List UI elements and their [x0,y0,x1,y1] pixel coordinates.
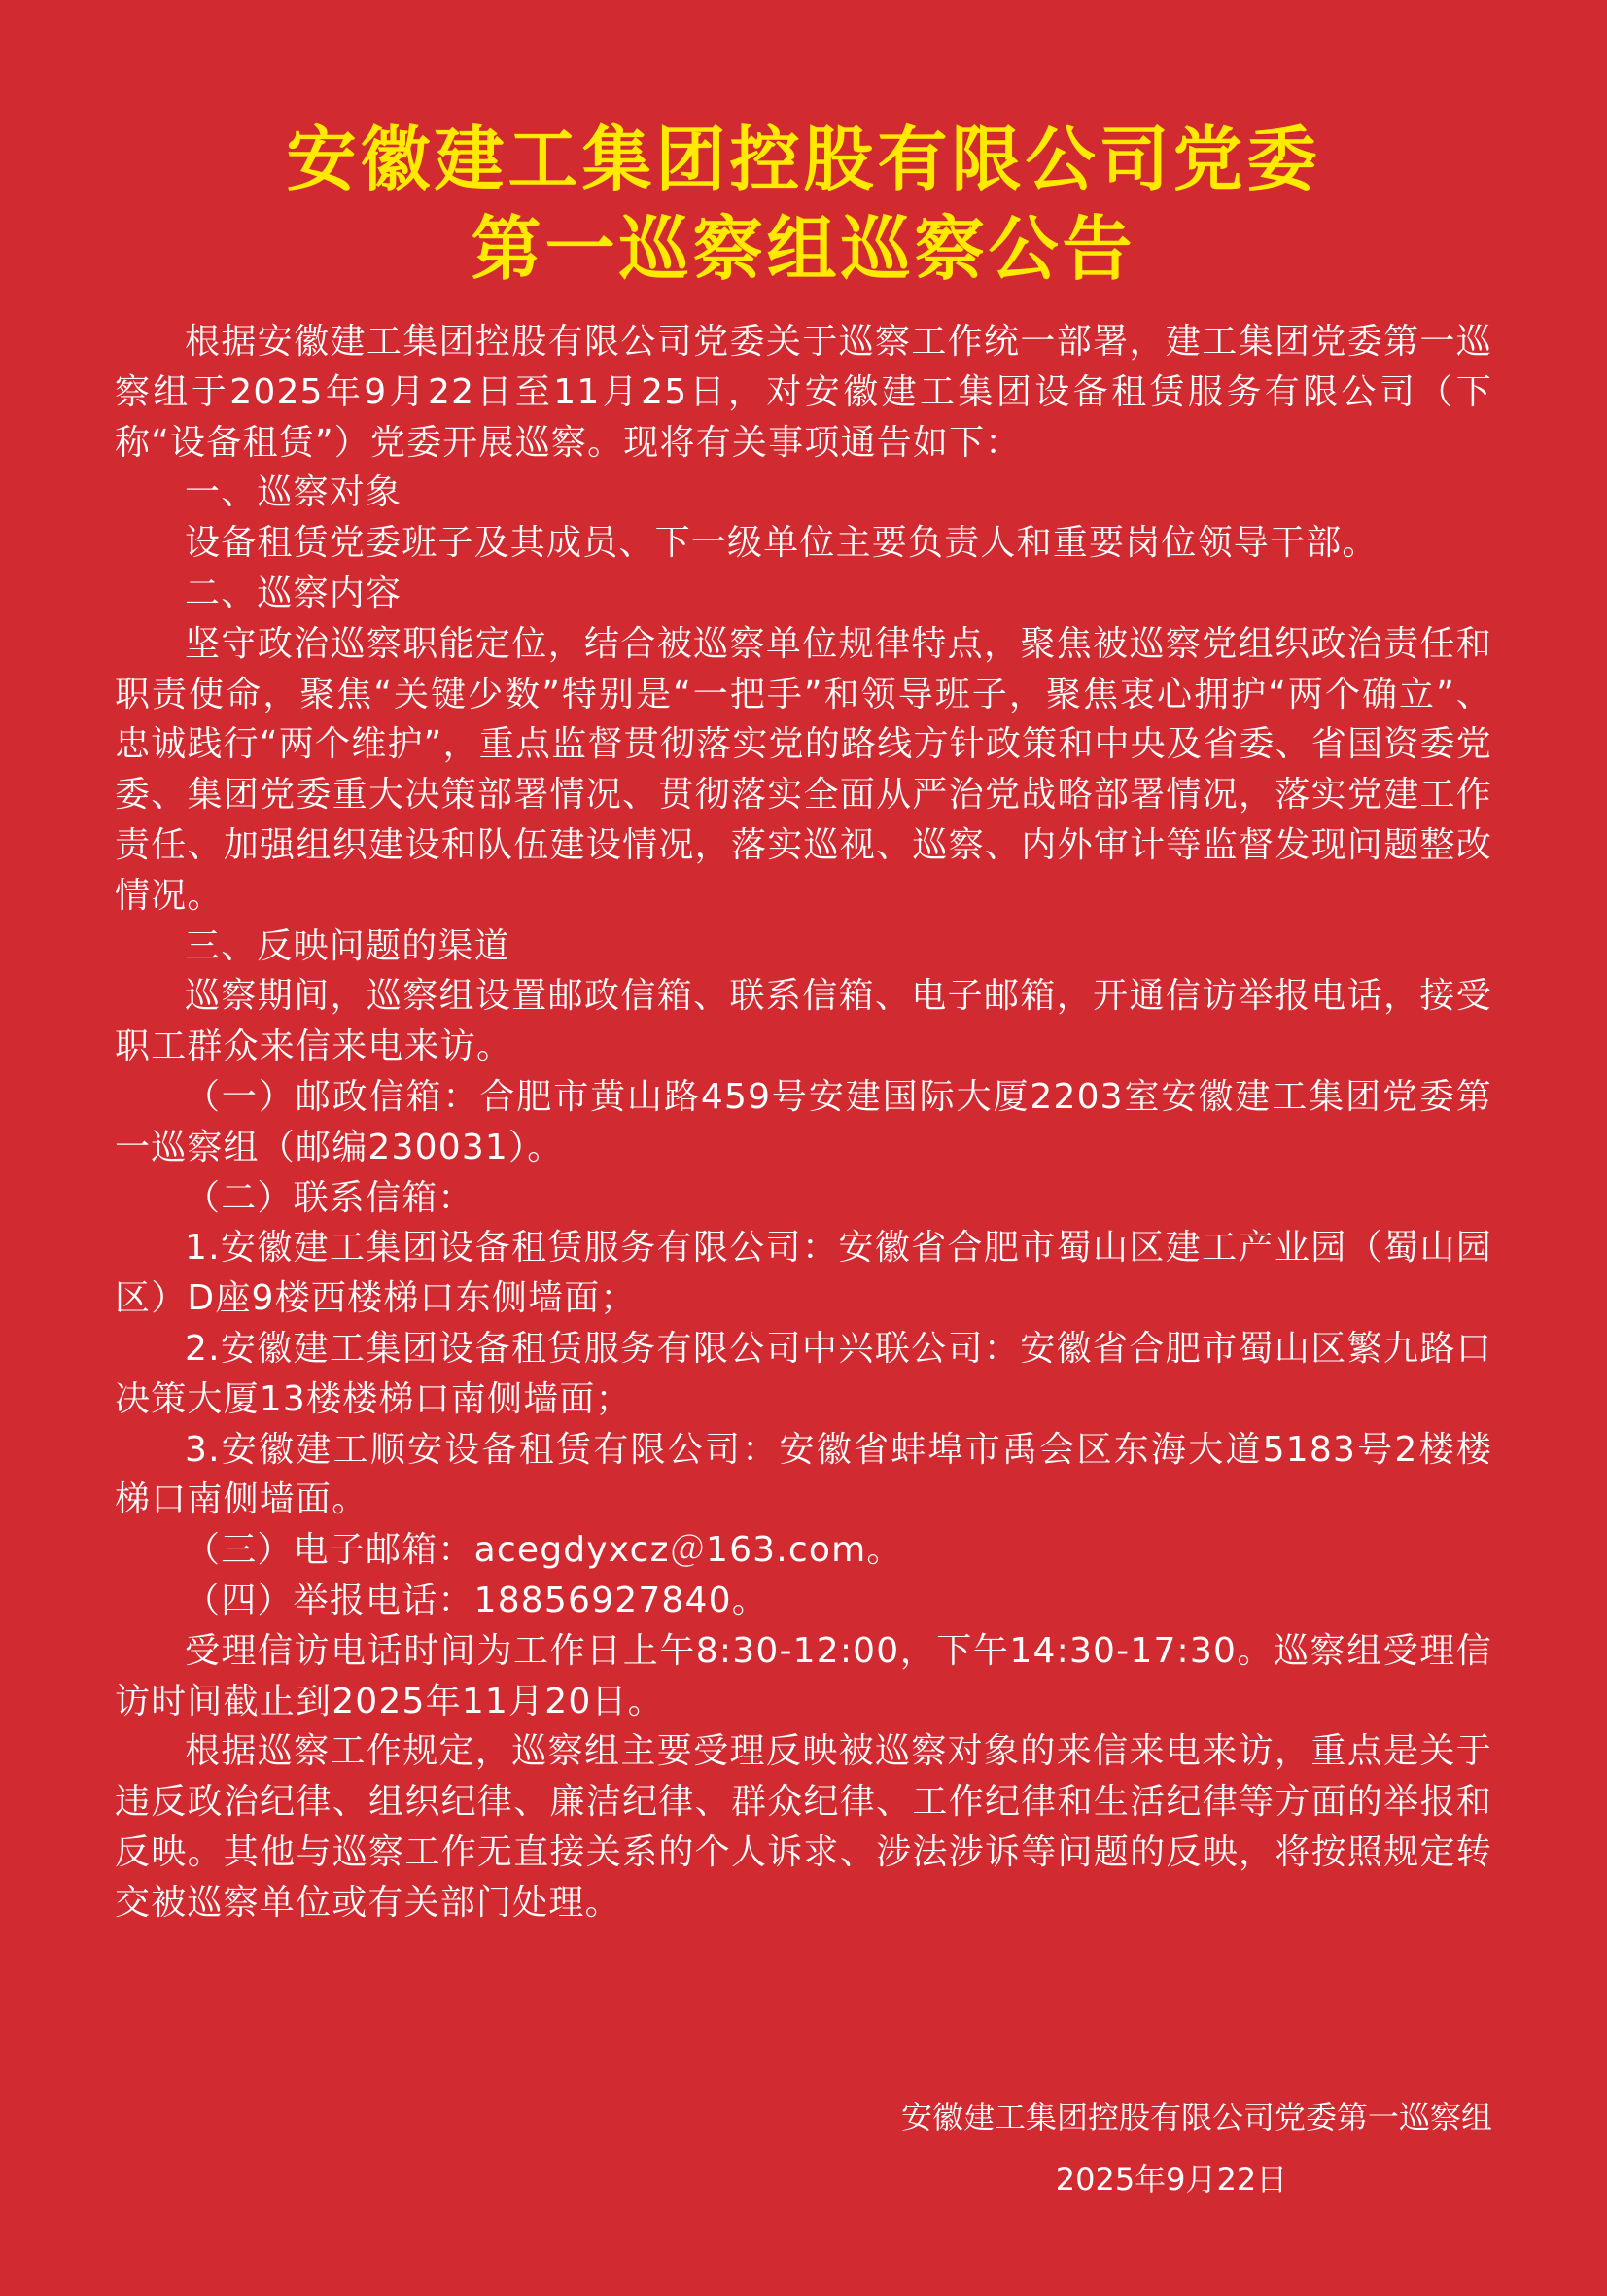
notice-title [115,115,1492,294]
title-line-1: 安徽建工集团控股有限公司党委 [286,118,1321,200]
signature-date: 2025年9月22日 [1055,2161,1288,2198]
title-line-2: 第一巡察组巡察公告 [471,207,1136,290]
contact-mailbox-item-1: 1.安徽建工集团设备租赁服务有限公司：安徽省合肥市蜀山区建工产业园（蜀山园区）D座9楼西楼梯口东侧墙面； [115,1228,1492,1319]
section-heading-inspection-target: 一、巡察对象 [185,472,402,513]
notice-body [115,317,1492,1929]
signature-block [753,2086,1492,2210]
inspection-content-paragraph: 坚守政治巡察职能定位，结合被巡察单位规律特点，聚焦被巡察党组织政治责任和职责使命，聚焦“关键少数”特别是“一把手”和领导班子，聚焦衷心拥护“两个确立”、忠诚践行“两个维护”，重点监督贯彻落实党的路线方针政策和中央及省委、省国资委党委、集团党委重大决策部署情况、贯彻落实全面从严治党战略部署情况，落实党建工作责任、加强组织建设和队伍建设情况，落实巡视、巡察、内外审计等监督发现问题整改情况。 [115,623,1492,916]
report-channels-paragraph: 巡察期间，巡察组设置邮政信箱、联系信箱、电子邮箱，开通信访举报电话，接受职工群众来信来电来访。 [115,976,1492,1067]
rules-paragraph: 根据巡察工作规定，巡察组主要受理反映被巡察对象的来信来电来访，重点是关于违反政治纪律、组织纪律、廉洁纪律、群众纪律、工作纪律和生活纪律等方面的举报和反映。其他与巡察工作无直接关系的个人诉求、涉法涉诉等问题的反映，将按照规定转交被巡察单位或有关部门处理。 [115,1731,1492,1923]
contact-mailbox-item-2: 2.安徽建工集团设备租赁服务有限公司中兴联公司：安徽省合肥市蜀山区繁九路口决策大厦13楼楼梯口南侧墙面； [115,1328,1492,1419]
contact-mailbox-heading: （二）联系信箱： [185,1177,474,1218]
section-heading-inspection-content: 二、巡察内容 [185,573,402,613]
inspection-target-paragraph: 设备租赁党委班子及其成员、下一级单位主要负责人和重要岗位领导干部。 [185,523,1379,564]
hours-paragraph: 受理信访电话时间为工作日上午8:30-12:00，下午14:30-17:30。巡察组受理信访时间截止到2025年11月20日。 [115,1630,1492,1722]
contact-mailbox-item-3: 3.安徽建工顺安设备租赁有限公司：安徽省蚌埠市禹会区东海大道5183号2楼楼梯口南侧墙面。 [115,1429,1492,1520]
postal-mailbox-paragraph: （一）邮政信箱：合肥市黄山路459号安建国际大厦2203室安徽建工集团党委第一巡察组（邮编230031）。 [115,1076,1492,1167]
section-heading-report-channels: 三、反映问题的渠道 [185,925,510,966]
hotline-paragraph: （四）举报电话：18856927840。 [185,1580,768,1620]
email-paragraph: （三）电子邮箱：acegdyxcz＠163.com。 [185,1530,903,1571]
signature-organization: 安徽建工集团控股有限公司党委第一巡察组 [900,2099,1492,2136]
intro-paragraph: 根据安徽建工集团控股有限公司党委关于巡察工作统一部署，建工集团党委第一巡察组于2025年9月22日至11月25日，对安徽建工集团设备租赁服务有限公司（下称“设备租赁”）党委开展巡察。现将有关事项通告如下： [115,322,1492,463]
